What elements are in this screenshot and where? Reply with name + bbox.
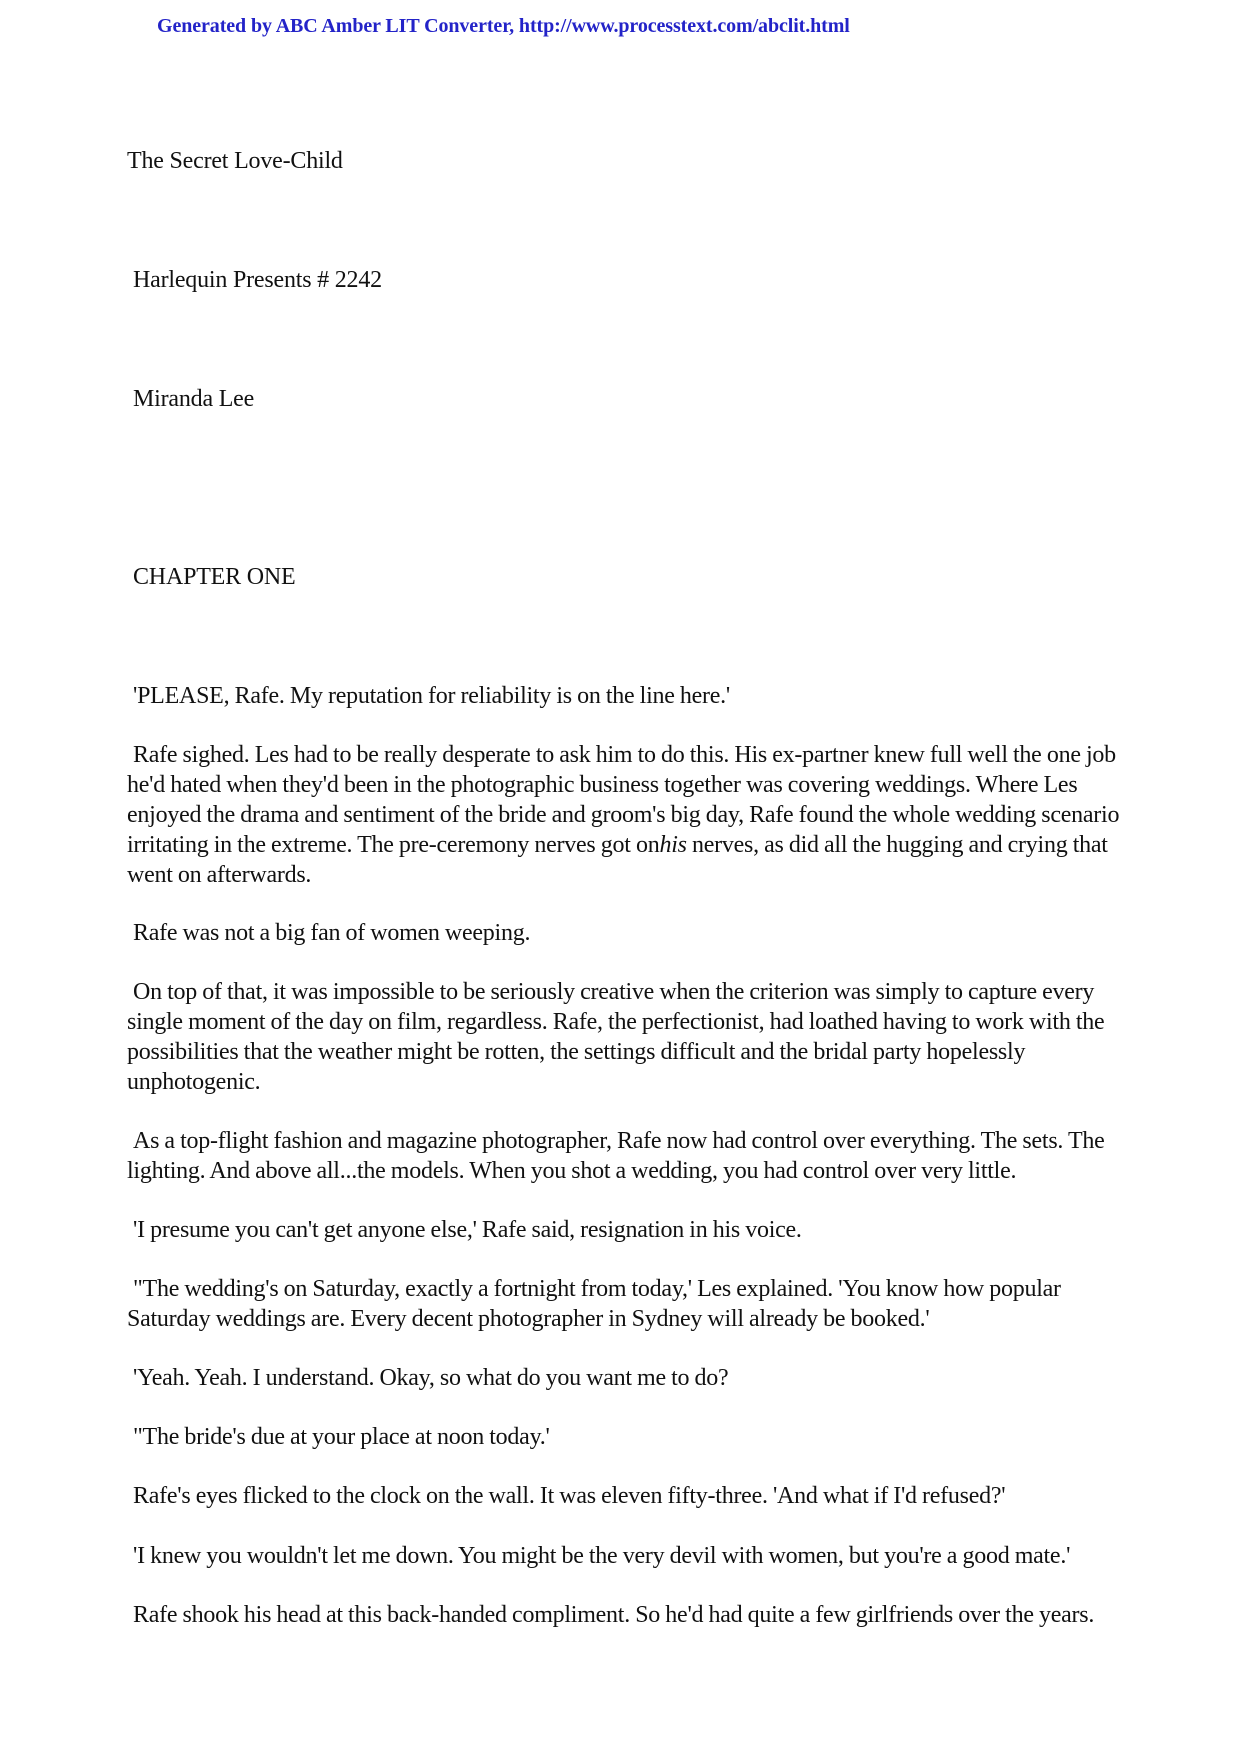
paragraph-1-text: 'PLEASE, Rafe. My reputation for reliability is on the line here.'	[133, 683, 731, 709]
paragraph-2-emphasis: his	[659, 832, 687, 858]
paragraph-9-text: "The bride's due at your place at noon today.'	[133, 1424, 550, 1450]
series-line: Harlequin Presents # 2242	[133, 267, 382, 293]
paragraph-10-text: Rafe's eyes flicked to the clock on the wall. It was eleven fifty-three. 'And what if I'd refused?'	[133, 1483, 1006, 1509]
paragraph-2	[127, 740, 1127, 890]
paragraph-8	[127, 1363, 1127, 1393]
paragraph-8-text: 'Yeah. Yeah. I understand. Okay, so what do you want me to do?	[133, 1365, 729, 1391]
paragraph-12	[127, 1600, 1127, 1630]
paragraph-7	[127, 1274, 1127, 1334]
paragraph-1	[127, 681, 1127, 711]
paragraph-12-text: Rafe shook his head at this back-handed compliment. So he'd had quite a few girlfriends over the years.	[133, 1602, 1095, 1628]
paragraph-6-text: 'I presume you can't get anyone else,' Rafe said, resignation in his voice.	[133, 1217, 802, 1243]
paragraph-5-text: As a top-flight fashion and magazine photographer, Rafe now had control over everything. The sets. The lighting. And above all...the models. When you shot a wedding, you had control over very little.	[127, 1128, 1105, 1184]
chapter-heading: CHAPTER ONE	[133, 564, 296, 590]
converter-banner[interactable]: Generated by ABC Amber LIT Converter, http://www.processtext.com/abclit.html	[157, 15, 850, 37]
paragraph-10	[127, 1481, 1127, 1511]
book-title: The Secret Love-Child	[127, 148, 343, 174]
paragraph-4-text: On top of that, it was impossible to be seriously creative when the criterion was simply to capture every single moment of the day on film, regardless. Rafe, the perfectionist, had loathed having to work with the possibilities that the weather might be rotten, the settings difficult and the bridal party hopelessly unphotogenic.	[127, 979, 1105, 1095]
paragraph-5	[127, 1126, 1127, 1186]
paragraph-3	[127, 918, 1127, 948]
paragraph-4	[127, 977, 1127, 1097]
paragraph-9	[127, 1422, 1127, 1452]
paragraph-2-text-before: Rafe sighed. Les had to be really desperate to ask him to do this. His ex-partner knew full well the one job he'd hated when they'd been in the photographic business together was covering weddings. Where Les enjoyed the drama and sentiment of the bride and groom's big day, Rafe found the whole wedding scenario irritating in the extreme. The pre-ceremony nerves got on	[127, 742, 1120, 858]
author-line: Miranda Lee	[133, 386, 255, 412]
paragraph-2-text-after: nerves, as did all the hugging and crying that went on afterwards.	[127, 832, 1108, 888]
paragraph-11	[127, 1541, 1127, 1571]
paragraph-11-text: 'I knew you wouldn't let me down. You might be the very devil with women, but you're a good mate.'	[133, 1543, 1071, 1569]
paragraph-3-text: Rafe was not a big fan of women weeping.	[133, 920, 531, 946]
paragraph-6	[127, 1215, 1127, 1245]
paragraph-7-text: "The wedding's on Saturday, exactly a fortnight from today,' Les explained. 'You know how popular Saturday weddings are. Every decent photographer in Sydney will already be booked.'	[127, 1276, 1061, 1332]
